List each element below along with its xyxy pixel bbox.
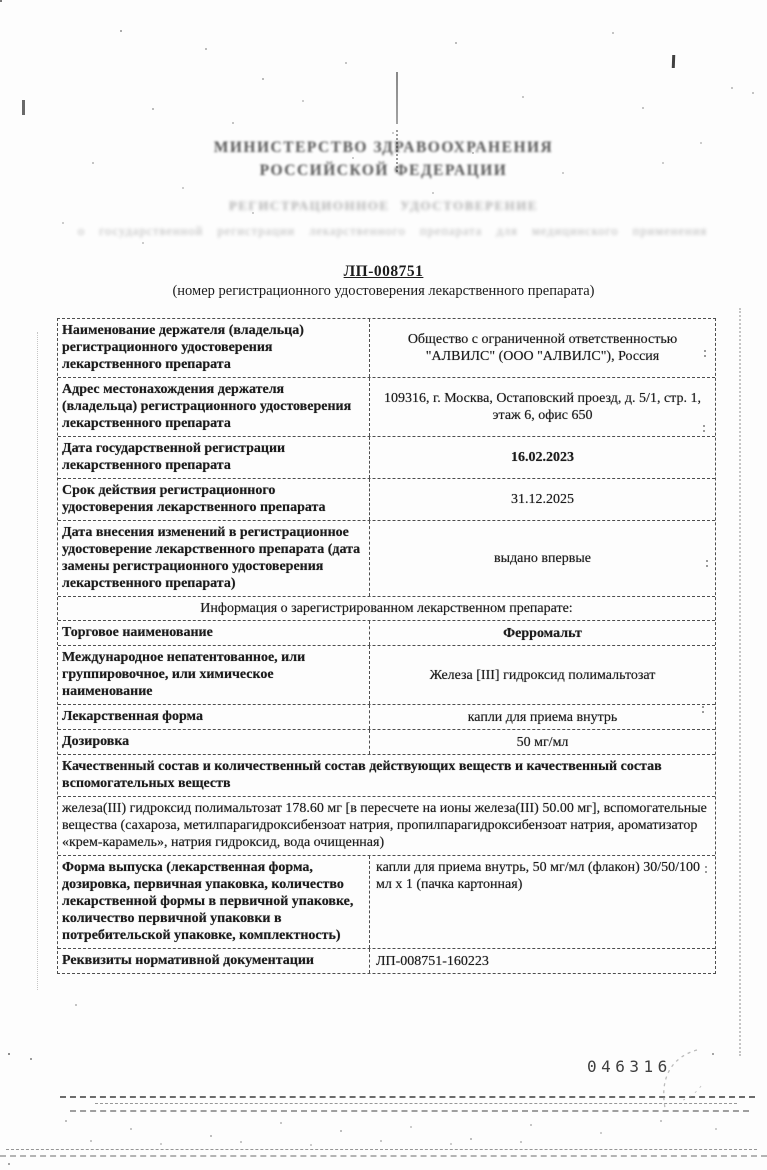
row-value	[369, 949, 715, 973]
registration-number-text: ЛП-008751	[343, 263, 424, 280]
scan-artifact-right-edge	[739, 308, 741, 1056]
row-label: Срок действия регистрационного удостоверения лекарственного препарата	[62, 483, 326, 515]
row-value	[369, 521, 715, 596]
table-row-holder-address	[58, 377, 715, 436]
table-row-composition-header: Качественный состав и количественный состав действующих веществ и качественный состав вспомогательных веществ	[58, 754, 715, 796]
row-value-text: Ферромальт	[503, 625, 582, 641]
row-value-text: 50 мг/мл	[516, 734, 569, 750]
ministry-header	[0, 136, 767, 182]
table-row-validity	[58, 478, 715, 520]
row-value	[369, 437, 715, 478]
row-value	[369, 479, 715, 520]
scan-artifact-left-edge	[37, 332, 38, 990]
ministry-header-line2: РОССИЙСКОЙ ФЕДЕРАЦИИ	[259, 162, 508, 179]
table-row-registration-date	[58, 436, 715, 478]
row-label: Лекарственная форма	[62, 709, 203, 724]
row-label: Наименование держателя (владельца) регистрационного удостоверения лекарственного препарата	[62, 323, 304, 372]
table-section-header: Информация о зарегистрированном лекарственном препарате:	[58, 596, 715, 620]
stamp-number: 046316	[587, 1057, 672, 1076]
scan-artifact-streak	[6, 1149, 757, 1150]
ministry-header-line1: МИНИСТЕРСТВО ЗДРАВООХРАНЕНИЯ	[213, 139, 554, 156]
row-label: Дата государственной регистрации лекарственного препарата	[62, 441, 286, 473]
row-value-text: капли для приема внутрь, 50 мг/мл (флакон) 30/50/100 мл х 1 (пачка картонная)	[376, 860, 701, 892]
row-value-text: Железа [III] гидроксид полимальтозат	[429, 667, 656, 683]
scan-artifact-dots	[704, 350, 706, 352]
scan-artifact-dots	[703, 425, 705, 427]
row-label: Дозировка	[62, 734, 130, 749]
row-value-text: 16.02.2023	[511, 450, 574, 465]
scan-artifact-streak	[0, 1155, 767, 1157]
scan-artifact-dots	[705, 866, 707, 868]
row-value	[369, 378, 715, 436]
row-value	[369, 705, 715, 729]
row-label: Торговое наименование	[62, 625, 213, 640]
row-value-text: капли для приема внутрь	[467, 709, 618, 725]
row-value	[369, 730, 715, 754]
table-row-amendments-date	[58, 520, 715, 596]
row-label: Реквизиты нормативной документации	[62, 953, 314, 968]
scan-artifact-crease	[396, 72, 398, 124]
table-row-trade-name	[58, 620, 715, 645]
row-label: Адрес местонахождения держателя (владельца) регистрационного удостоверения лекарственного препарата	[62, 382, 352, 431]
scan-artifact-scribble	[645, 1046, 715, 1116]
row-value-text: Общество с ограниченной ответственностью "АЛВИЛС" (ООО "АЛВИЛС"), Россия	[407, 332, 678, 364]
scan-artifact-tick	[672, 55, 675, 68]
table-row-dosage-form	[58, 704, 715, 729]
registration-table	[57, 318, 716, 974]
row-value	[369, 856, 715, 948]
illegible-header-line2: о государственной регистрации лекарственного препарата для медицинского применения	[77, 224, 708, 238]
row-value	[369, 621, 715, 645]
scan-artifact-dots	[706, 560, 708, 562]
scan-artifact-crease-dots	[396, 130, 398, 172]
scan-noise	[0, 0, 2, 2]
row-value-text: ЛП-008751-160223	[376, 953, 489, 969]
row-value-text: выдано впервые	[494, 551, 591, 566]
row-value	[369, 646, 715, 704]
scan-artifact-left-bar	[22, 100, 25, 115]
illegible-header-line1: РЕГИСТРАЦИОННОЕ УДОСТОВЕРЕНИЕ	[228, 198, 539, 213]
table-row-inn	[58, 645, 715, 704]
row-value-text: 31.12.2025	[511, 492, 574, 507]
row-label: Дата внесения изменений в регистрационное удостоверение лекарственного препарата (дата замены регистрационного удостоверения лекарственного препарата)	[62, 525, 361, 591]
row-label: Форма выпуска (лекарственная форма, дозировка, первичная упаковка, количество лекарственной формы в первичной упаковке, количество первичной упаковки в потребительской упаковке, комплектность)	[62, 860, 354, 943]
table-row-release-form	[58, 855, 715, 948]
row-label: Международное непатентованное, или группировочное, или химическое наименование	[62, 650, 306, 699]
table-row-normative-docs	[58, 948, 715, 973]
registration-number	[0, 263, 767, 281]
table-row-composition: железа(III) гидроксид полимальтозат 178.60 мг [в пересчете на ионы железа(III) 50.00 мг], вспомогательные вещества (сахароза, метилпарагидроксибензоат натрия, пропилпарагидроксибензоат натрия, ароматизатор «крем-карамель», натрия гидроксид, вода очищенная)	[58, 796, 715, 855]
scan-artifact-streak	[95, 1103, 737, 1104]
table-row-dosage	[58, 729, 715, 754]
row-value	[369, 319, 715, 377]
registration-number-caption: (номер регистрационного удостоверения лекарственного препарата)	[172, 283, 595, 299]
table-row-holder-name	[58, 319, 715, 377]
scan-artifact-dots	[702, 706, 704, 708]
row-value-text: 109316, г. Москва, Остаповский проезд, д. 5/1, стр. 1, этаж 6, офис 650	[384, 391, 701, 423]
